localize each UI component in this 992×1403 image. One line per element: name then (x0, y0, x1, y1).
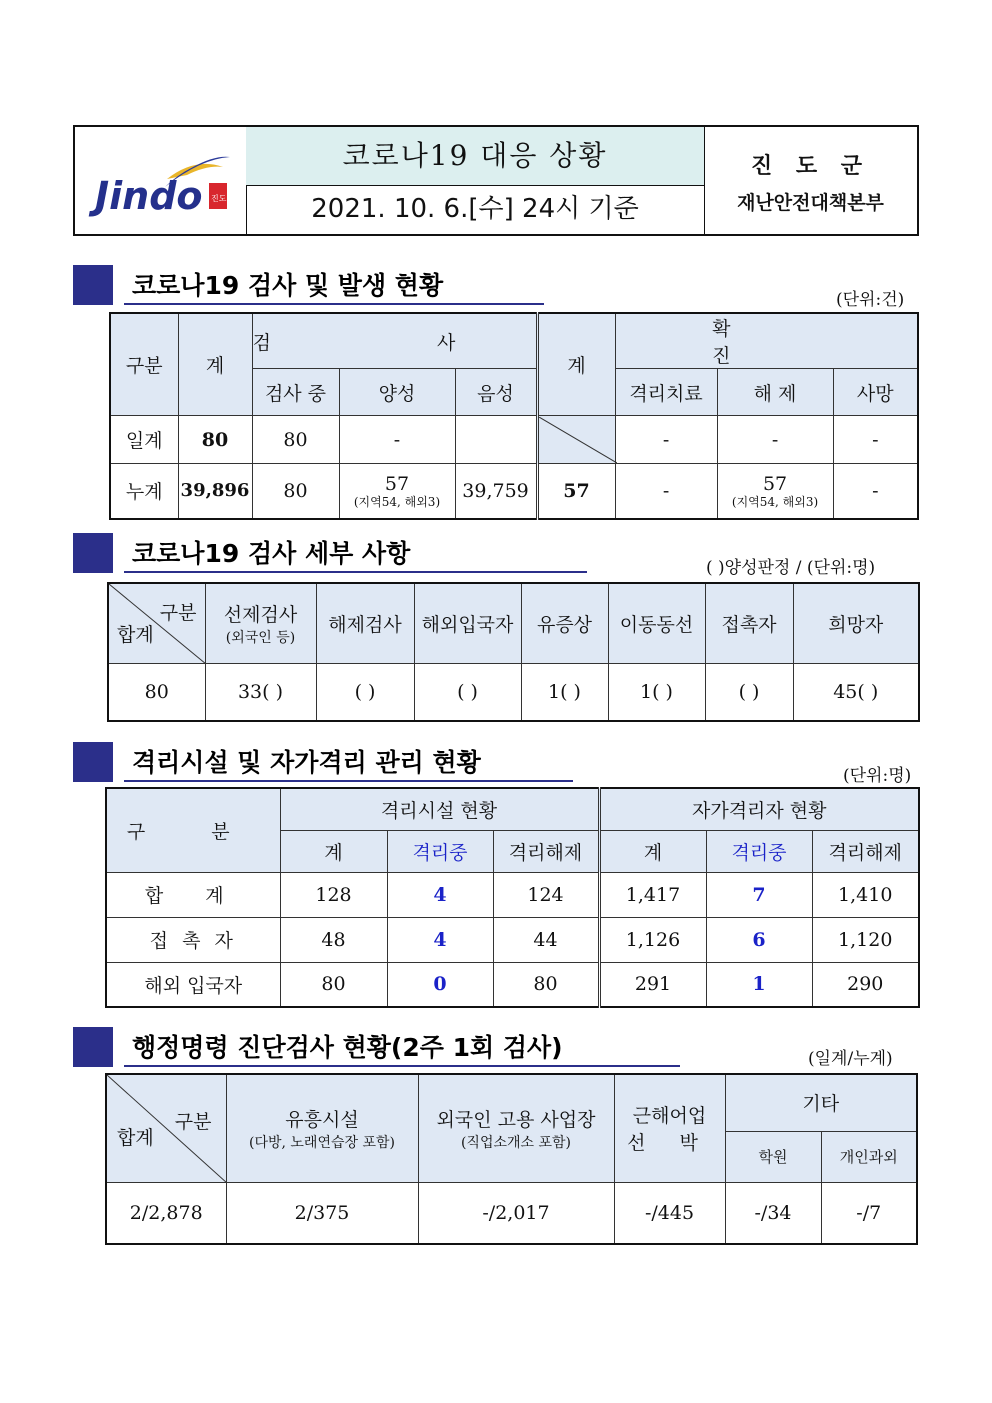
organization (704, 127, 917, 234)
header-total: 합계 (117, 1126, 154, 1149)
header-category: 구분 (174, 1111, 212, 1133)
section-title: 행정명령 진단검사 현황(2주 1회 검사) (124, 1027, 680, 1067)
cell-s-total: 1,126 (599, 917, 706, 962)
row-label: 합 계 (106, 872, 280, 917)
cell-s-released: 290 (812, 962, 919, 1007)
cell-f-released: 80 (493, 962, 599, 1007)
test-detail-table (107, 582, 920, 722)
header-category: 구 분 (106, 788, 280, 872)
header-f-isolating: 격리중 (387, 830, 493, 872)
cell-s-total: 291 (599, 962, 706, 1007)
header-isolation: 격리치료 (615, 369, 717, 416)
cell-academy: -/34 (725, 1182, 821, 1244)
document-date: 2021. 10. 6.[수] 24시 기준 (246, 185, 705, 234)
entertainment-note: (다방, 노래연습장 포함) (249, 1134, 395, 1151)
cell-total: 80 (178, 416, 252, 464)
cell-diagonal (537, 416, 615, 464)
header-wish: 희망자 (793, 583, 919, 663)
row-label: 접 촉 자 (106, 917, 280, 962)
admin-order-table (105, 1073, 918, 1245)
release-value: 57 (762, 472, 788, 495)
header-test: 검 사 (252, 313, 537, 369)
section-title: 격리시설 및 자가격리 관리 현황 (124, 742, 573, 782)
unit-label: (단위:건) (836, 290, 905, 310)
logo-cell (75, 127, 247, 234)
header-fishing (614, 1074, 725, 1182)
header-total: 계 (178, 313, 252, 416)
cell-f-total: 80 (280, 962, 387, 1007)
cell-symptomatic: 1( ) (521, 663, 608, 721)
row-label: 해외 입국자 (106, 962, 280, 1007)
positive-note: (지역54, 해외3) (353, 494, 441, 509)
header-total: 합계 (117, 623, 154, 646)
cell-death: - (833, 464, 918, 519)
cell-entertainment: 2/375 (226, 1182, 418, 1244)
document-header (73, 125, 919, 236)
header-symptomatic: 유증상 (521, 583, 608, 663)
table-row (108, 663, 919, 721)
header-self: 자가격리자 현황 (599, 788, 919, 830)
cell-negative (455, 416, 537, 464)
cell-f-released: 44 (493, 917, 599, 962)
fishing-label-1: 근해어업 (632, 1105, 707, 1128)
header-positive: 양성 (339, 369, 455, 416)
table-row (106, 917, 919, 962)
cell-isolation: - (615, 464, 717, 519)
header-f-released: 격리해제 (493, 830, 599, 872)
entertainment-label: 유흥시설 (285, 1108, 359, 1131)
table-row (106, 962, 919, 1007)
foreign-label: 외국인 고용 사업장 (436, 1108, 596, 1131)
cell-s-total: 1,417 (599, 872, 706, 917)
cell-s-released: 1,120 (812, 917, 919, 962)
preemptive-label: 선제검사 (223, 603, 298, 626)
jindo-logo (75, 127, 246, 234)
header-entertainment (226, 1074, 418, 1182)
header-s-total: 계 (599, 830, 706, 872)
logo-badge: 진도 (211, 194, 227, 203)
cell-fishing: -/445 (614, 1182, 725, 1244)
table-row (110, 416, 918, 464)
cell-f-isolating: 4 (387, 872, 493, 917)
cell-tutoring: -/7 (821, 1182, 917, 1244)
section-marker (73, 533, 113, 573)
header-other: 기타 (725, 1074, 917, 1131)
header-facility: 격리시설 현황 (280, 788, 599, 830)
cell-total2: 57 (537, 464, 615, 519)
section-title: 코로나19 검사 세부 사항 (124, 533, 587, 573)
cell-wish: 45( ) (793, 663, 919, 721)
cell-f-isolating: 4 (387, 917, 493, 962)
header-category: 구분 (110, 313, 178, 416)
header-preemptive (205, 583, 316, 663)
cell-contact-trace: 1( ) (608, 663, 705, 721)
cell-f-total: 48 (280, 917, 387, 962)
cell-overseas: ( ) (414, 663, 521, 721)
cell-contact: ( ) (705, 663, 793, 721)
section-marker (73, 265, 113, 305)
table-row (110, 464, 918, 519)
header-death: 사망 (833, 369, 918, 416)
header-total2: 계 (537, 313, 615, 416)
cell-f-isolating: 0 (387, 962, 493, 1007)
cell-s-isolating: 6 (706, 917, 812, 962)
header-s-released: 격리해제 (812, 830, 919, 872)
header-contact: 접촉자 (705, 583, 793, 663)
unit-label: (일계/누계) (808, 1049, 893, 1069)
org-name: 진 도 군 (750, 153, 871, 179)
logo-text: Jindo (95, 174, 203, 218)
cell-f-total: 128 (280, 872, 387, 917)
header-confirmed: 확 진 (615, 313, 918, 369)
cell-release-test: ( ) (316, 663, 414, 721)
header-testing: 검사 중 (252, 369, 339, 416)
cell-negative: 39,759 (455, 464, 537, 519)
cell-foreign: -/2,017 (418, 1182, 614, 1244)
cell-release: - (717, 416, 833, 464)
header-release: 해 제 (717, 369, 833, 416)
release-note: (지역54, 해외3) (731, 494, 819, 509)
org-dept: 재난안전대책본부 (737, 192, 884, 214)
header-academy: 학원 (725, 1131, 821, 1182)
header-s-isolating: 격리중 (706, 830, 812, 872)
cell-s-isolating: 1 (706, 962, 812, 1007)
cell-positive (339, 464, 455, 519)
foreign-note: (직업소개소 포함) (460, 1134, 572, 1151)
section-marker (73, 742, 113, 782)
cell-f-released: 124 (493, 872, 599, 917)
header-foreign (418, 1074, 614, 1182)
positive-value: 57 (384, 472, 410, 495)
row-label: 일계 (110, 416, 178, 464)
diagonal-line (539, 417, 617, 463)
cell-total: 39,896 (178, 464, 252, 519)
header-tutoring: 개인과외 (821, 1131, 917, 1182)
header-f-total: 계 (280, 830, 387, 872)
header-negative: 음성 (455, 369, 537, 416)
quarantine-table (105, 787, 920, 1008)
cell-death: - (833, 416, 918, 464)
cell-total: 2/2,878 (106, 1182, 226, 1244)
cell-preemptive: 33( ) (205, 663, 316, 721)
preemptive-note: (외국인 등) (225, 629, 296, 646)
cell-testing: 80 (252, 464, 339, 519)
cell-positive: - (339, 416, 455, 464)
unit-label: ( )양성판정 / (단위:명) (706, 558, 876, 578)
fishing-label-2: 선 박 (627, 1132, 712, 1155)
table-row (106, 872, 919, 917)
cell-isolation: - (615, 416, 717, 464)
row-label: 누계 (110, 464, 178, 519)
cell-total: 80 (108, 663, 205, 721)
section-title: 코로나19 검사 및 발생 현황 (124, 265, 544, 305)
section-marker (73, 1027, 113, 1067)
header-category: 구분 (159, 602, 197, 624)
header-overseas: 해외입국자 (414, 583, 521, 663)
header-release-test: 해제검사 (316, 583, 414, 663)
cell-release (717, 464, 833, 519)
test-status-table (109, 312, 919, 520)
cell-testing: 80 (252, 416, 339, 464)
unit-label: (단위:명) (843, 766, 912, 786)
header-contact-trace: 이동동선 (608, 583, 705, 663)
table-row (106, 1182, 917, 1244)
header-diagonal (106, 1074, 226, 1182)
cell-s-released: 1,410 (812, 872, 919, 917)
document-title: 코로나19 대응 상황 (246, 127, 705, 186)
header-diagonal (108, 583, 205, 663)
cell-s-isolating: 7 (706, 872, 812, 917)
